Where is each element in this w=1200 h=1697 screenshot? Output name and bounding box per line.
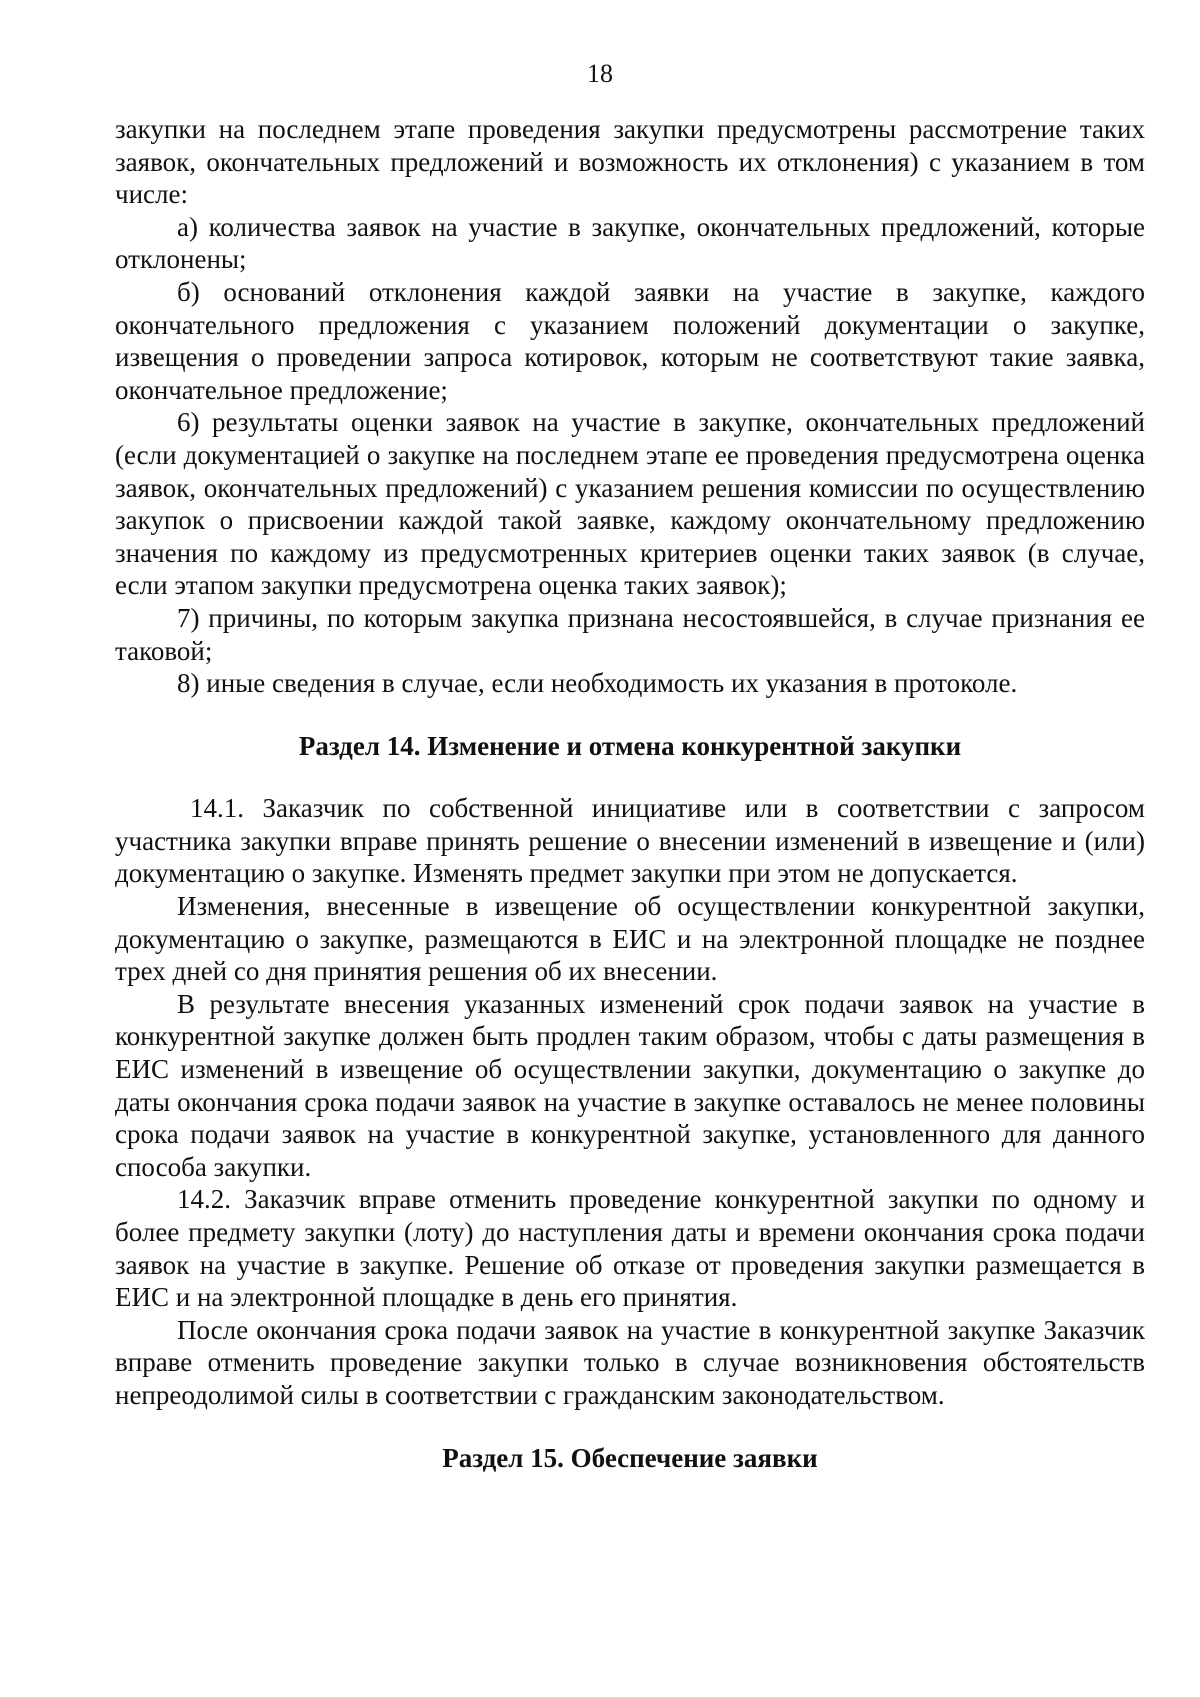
list-item-7: 7) причины, по которым закупка признана несостоявшейся, в случае признания ее таковой; [115,602,1145,666]
section-14-paragraph-5: После окончания срока подачи заявок на участие в конкурентной закупке Заказчик вправе отменить проведение закупки только в случае возникновения обстоятельств непреодолимой силы в соответствии с гражданским законодательством. [115,1314,1145,1410]
list-item-a: а) количества заявок на участие в закупке, окончательных предложений, которые отклонены; [115,211,1145,275]
section-14-paragraph-2: Изменения, внесенные в извещение об осуществлении конкурентной закупки, документацию о закупке, размещаются в ЕИС и на электронной площадке не позднее трех дней со дня принятия решения об их внесении. [115,891,1145,987]
page-number: 18 [587,59,613,88]
page-content [115,113,1145,1474]
section-14-paragraph-4: 14.2. Заказчик вправе отменить проведение конкурентной закупки по одному и более предмету закупки (лоту) до наступления даты и времени окончания срока подачи заявок на участие в закупке. Решение об отказе от проведения закупки размещается в ЕИС и на электронной площадке в день его принятия. [115,1184,1145,1313]
list-item-6: 6) результаты оценки заявок на участие в закупке, окончательных предложений (если документацией о закупке на последнем этапе ее проведения предусмотрена оценка заявок, окончательных предложений) с указанием решения комиссии по осуществлению закупок о присвоении каждой такой заявке, каждому окончательному предложению значения по каждому из предусмотренных критериев оценки таких заявок (в случае, если этапом закупки предусмотрена оценка таких заявок); [115,407,1145,601]
list-item-8: 8) иные сведения в случае, если необходимость их указания в протоколе. [177,668,1018,699]
section-14-paragraph-1: 14.1. Заказчик по собственной инициативе или в соответствии с запросом участника закупки вправе принять решение о внесении изменений в извещение и (или) документацию о закупке. Изменять предмет закупки при этом не допускается. [115,793,1145,889]
paragraph-continuation: закупки на последнем этапе проведения закупки предусмотрены рассмотрение таких заявок, окончательных предложений и возможность их отклонения) с указанием в том числе: [115,114,1145,210]
section-14-paragraph-3: В результате внесения указанных изменений срок подачи заявок на участие в конкурентной закупке должен быть продлен таким образом, чтобы с даты размещения в ЕИС изменений в извещение об осуществлении закупки, документацию о закупке до даты окончания срока подачи заявок на участие в закупке оставалось не менее половины срока подачи заявок на участие в конкурентной закупке, установленного для данного способа закупки. [115,988,1145,1182]
section-14-heading: Раздел 14. Изменение и отмена конкурентной закупки [298,730,962,761]
section-15-heading: Раздел 15. Обеспечение заявки [442,1442,818,1473]
list-item-b: б) оснований отклонения каждой заявки на участие в закупке, каждого окончательного предложения с указанием положений документации о закупке, извещения о проведении запроса котировок, которым не соответствуют такие заявка, окончательное предложение; [115,276,1145,405]
